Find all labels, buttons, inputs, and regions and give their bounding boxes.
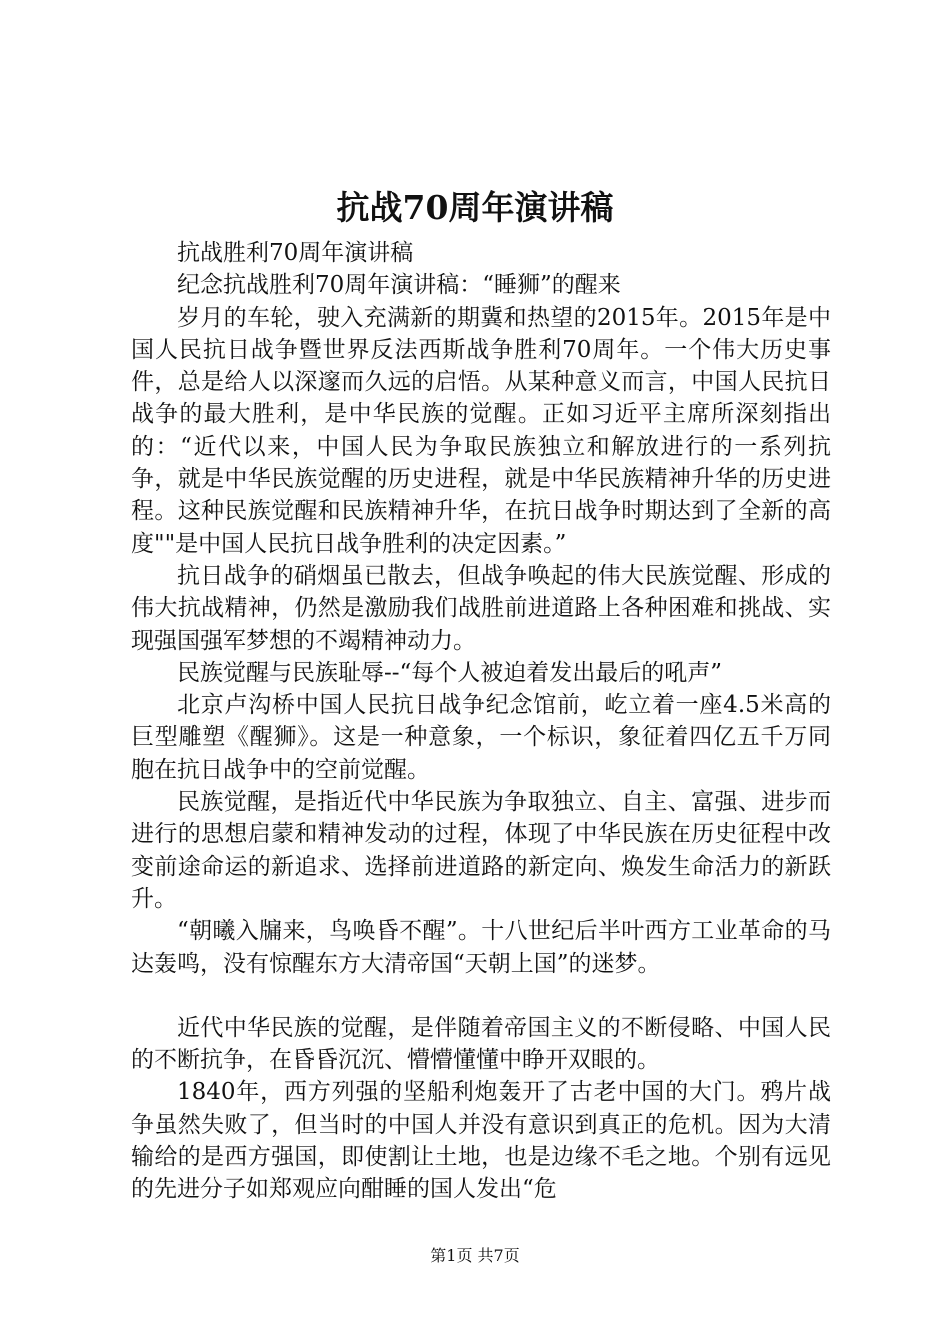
paragraph: 民族觉醒，是指近代中华民族为争取独立、自主、富强、进步而进行的思想启蒙和精神发动的过程，体现了中华民族在历史征程中改变前途命运的新追求、选择前进道路的新定向、焕发生命活力的新跃升。 — [131, 789, 831, 912]
document-title: 抗战70周年演讲稿 — [336, 188, 614, 227]
paragraph: “朝曦入牖来，鸟唤昏不醒”。十八世纪后半叶西方工业革命的马达轰鸣，没有惊醒东方大清帝国“天朝上国”的迷梦。 — [131, 918, 831, 977]
paragraph: 抗战胜利70周年演讲稿 — [177, 240, 414, 266]
paragraph: 纪念抗战胜利70周年演讲稿：“睡狮”的醒来 — [177, 272, 621, 299]
paragraph: 抗日战争的硝烟虽已散去，但战争唤起的伟大民族觉醒、形成的伟大抗战精神，仍然是激励我们战胜前进道路上各种困难和挑战、实现强国强军梦想的不竭精神动力。 — [131, 562, 831, 654]
paragraph: 近代中华民族的觉醒，是伴随着帝国主义的不断侵略、中国人民的不断抗争，在昏昏沉沉、懵懵懂懂中睁开双眼的。 — [131, 1014, 831, 1074]
paragraph: 民族觉醒与民族耻辱--“每个人被迫着发出最后的吼声” — [177, 659, 723, 686]
paragraph: 1840年，西方列强的坚船利炮轰开了古老中国的大门。鸦片战争虽然失败了，但当时的中国人并没有意识到真正的危机。因为大清输给的是西方强国，即使割让土地，也是边缘不毛之地。个别有远见的先进分子如郑观应向酣睡的国人发出“危 — [131, 1079, 831, 1203]
paragraph: 岁月的车轮，驶入充满新的期冀和热望的2015年。2015年是中国人民抗日战争暨世界反法西斯战争胜利70周年。一个伟大历史事件，总是给人以深邃而久远的启悟。从某种意义而言，中国人民抗日战争的最大胜利，是中华民族的觉醒。正如习近平主席所深刻指出的：“近代以来，中国人民为争取民族独立和解放进行的一系列抗争，就是中华民族觉醒的历史进程，就是中华民族精神升华的历史进程。这种民族觉醒和民族精神升华，在抗日战争时期达到了全新的高度""是中国人民抗日战争胜利的决定因素。” — [131, 304, 831, 557]
page-number-footer: 第1页 共7页 — [430, 1246, 520, 1265]
paragraph: 北京卢沟桥中国人民抗日战争纪念馆前，屹立着一座4.5米高的巨型雕塑《醒狮》。这是一种意象，一个标识，象征着四亿五千万同胞在抗日战争中的空前觉醒。 — [131, 692, 831, 783]
document-body — [131, 237, 831, 1206]
